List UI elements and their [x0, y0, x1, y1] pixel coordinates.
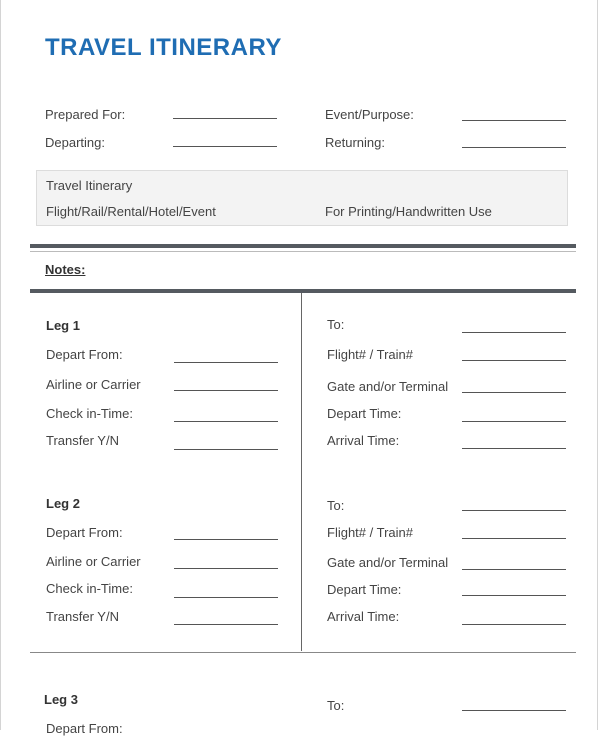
notes-label: Notes: [45, 262, 86, 277]
leg2-depart-from-label: Depart From: [46, 525, 123, 540]
leg2-gate-label: Gate and/or Terminal [327, 555, 449, 570]
column-divider [301, 293, 302, 651]
leg2-checkin-line[interactable] [174, 597, 278, 598]
notes-top-rule [30, 244, 576, 248]
leg1-to-label: To: [327, 317, 345, 332]
leg1-airline-label: Airline or Carrier [46, 377, 141, 392]
leg3-to-label: To: [327, 698, 345, 713]
leg1-checkin-line[interactable] [174, 421, 278, 422]
leg1-checkin-label: Check in-Time: [46, 406, 133, 421]
notes-top-thin-rule [30, 251, 576, 252]
departing-line[interactable] [173, 146, 277, 147]
leg2-depart-from-line[interactable] [174, 539, 278, 540]
leg2-flight-line[interactable] [462, 538, 566, 539]
leg1-depart-time-label: Depart Time: [327, 406, 402, 421]
leg3-depart-from-label: Depart From: [46, 721, 123, 736]
leg2-gate-line[interactable] [462, 569, 566, 570]
leg2-transfer-label: Transfer Y/N [46, 609, 119, 624]
leg1-arrival-time-label: Arrival Time: [327, 433, 400, 448]
leg1-gate-line[interactable] [462, 392, 566, 393]
leg1-depart-time-line[interactable] [462, 421, 566, 422]
info-box-usage: For Printing/Handwritten Use [325, 204, 492, 219]
leg2-arrival-time-label: Arrival Time: [327, 609, 400, 624]
departing-label: Departing: [45, 135, 105, 150]
leg1-airline-line[interactable] [174, 390, 278, 391]
leg1-depart-from-line[interactable] [174, 362, 278, 363]
leg1-title: Leg 1 [46, 318, 80, 333]
notes-bottom-rule [30, 289, 576, 293]
leg2-to-label: To: [327, 498, 345, 513]
info-box-categories: Flight/Rail/Rental/Hotel/Event [46, 204, 216, 219]
event-purpose-line[interactable] [462, 120, 566, 121]
leg2-checkin-label: Check in-Time: [46, 581, 133, 596]
leg1-transfer-line[interactable] [174, 449, 278, 450]
leg2-airline-label: Airline or Carrier [46, 554, 141, 569]
leg1-depart-from-label: Depart From: [46, 347, 123, 362]
leg2-to-line[interactable] [462, 510, 566, 511]
leg3-divider [30, 652, 576, 653]
info-box-title: Travel Itinerary [46, 178, 133, 193]
prepared-for-label: Prepared For: [45, 107, 126, 122]
leg2-depart-time-line[interactable] [462, 595, 566, 596]
leg2-arrival-time-line[interactable] [462, 624, 566, 625]
leg1-flight-line[interactable] [462, 360, 566, 361]
prepared-for-line[interactable] [173, 118, 277, 119]
returning-label: Returning: [325, 135, 385, 150]
leg1-gate-label: Gate and/or Terminal [327, 379, 449, 394]
leg2-flight-label: Flight# / Train# [327, 525, 413, 540]
leg3-title: Leg 3 [44, 692, 78, 707]
leg2-airline-line[interactable] [174, 568, 278, 569]
leg1-flight-label: Flight# / Train# [327, 347, 413, 362]
leg1-arrival-time-line[interactable] [462, 448, 566, 449]
leg1-to-line[interactable] [462, 332, 566, 333]
page-title: TRAVEL ITINERARY [45, 34, 282, 61]
event-purpose-label: Event/Purpose: [325, 107, 414, 122]
returning-line[interactable] [462, 147, 566, 148]
leg1-transfer-label: Transfer Y/N [46, 433, 119, 448]
leg3-to-line[interactable] [462, 710, 566, 711]
leg2-title: Leg 2 [46, 496, 80, 511]
leg2-transfer-line[interactable] [174, 624, 278, 625]
leg2-depart-time-label: Depart Time: [327, 582, 402, 597]
